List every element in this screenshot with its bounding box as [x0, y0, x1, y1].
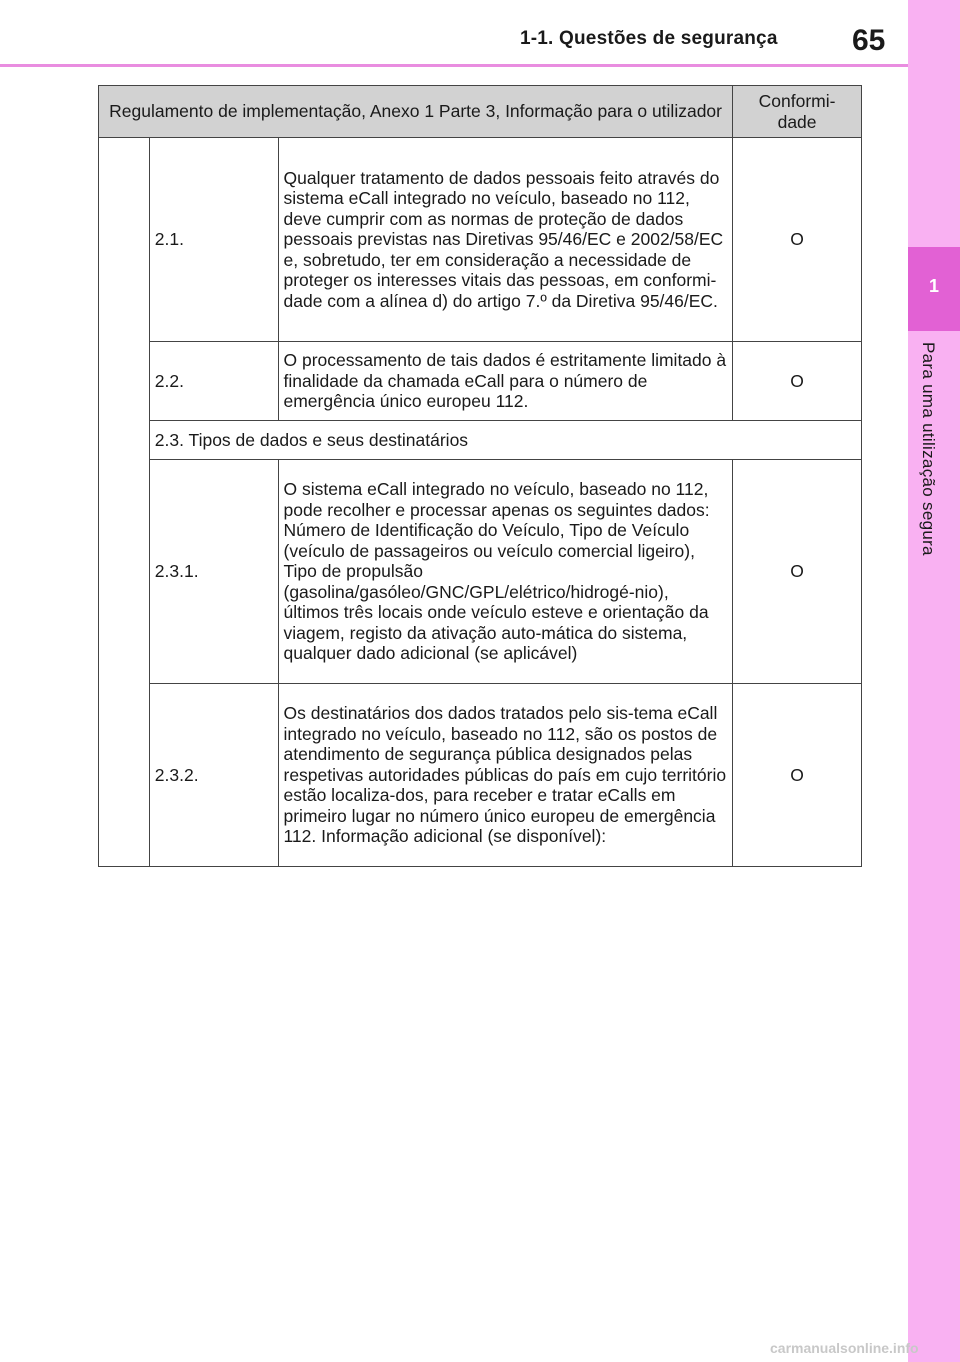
row-conformity: O: [733, 138, 862, 342]
row-number: 2.3.1.: [149, 460, 278, 684]
row-number: 2.2.: [149, 342, 278, 421]
row-text: Qualquer tratamento de dados pessoais feito através do sistema eCall integrado no veículo, baseado no 112, deve cumprir com as normas de proteção de dados pessoais previstas nas Diretivas 95/46/EC e 2002/58/EC e, sobretudo, ter em consideração a necessidade de proteger os interesses vitais das pessoas, em conformi-dade com a alínea d) do artigo 7.º da Diretiva 95/46/EC.: [278, 138, 733, 342]
row-text: Os destinatários dos dados tratados pelo sis-tema eCall integrado no veículo, baseado no 112, são os postos de atendimento de segurança pública designados pelas respetivas autoridades públicas do país em cujo território estão localiza-dos, para receber e tratar eCalls em primeiro lugar no número único europeu de emergência 112. Informação adicional (se disponível):: [278, 684, 733, 867]
table-row: [99, 138, 862, 342]
chapter-number: 1: [928, 276, 939, 296]
header-regulation: Regulamento de implementação, Anexo 1 Parte 3, Informação para o utilizador: [99, 86, 733, 138]
chapter-side-tab: [908, 0, 960, 1362]
table-row: [99, 460, 862, 684]
table-header-row: [99, 86, 862, 138]
table-row: [99, 342, 862, 421]
table-section-row: [99, 421, 862, 460]
row-conformity: O: [733, 460, 862, 684]
row-conformity: O: [733, 342, 862, 421]
watermark-text: carmanualsonline.info: [770, 1340, 919, 1356]
table-row: [99, 684, 862, 867]
header-divider: [0, 64, 908, 67]
row-text: O processamento de tais dados é estritamente limitado à finalidade da chamada eCall para o número de emergência único europeu 112.: [278, 342, 733, 421]
section-heading: 2.3. Tipos de dados e seus destinatários: [149, 421, 861, 460]
regulation-table: [98, 85, 862, 867]
header-conformity: Conformi-dade: [733, 86, 862, 138]
page-number: 65: [852, 24, 886, 57]
section-title: 1-1. Questões de segurança: [520, 28, 778, 49]
row-number: 2.3.2.: [149, 684, 278, 867]
row-conformity: O: [733, 684, 862, 867]
row-text: O sistema eCall integrado no veículo, baseado no 112, pode recolher e processar apenas os seguintes dados: Número de Identificação do Veículo, Tipo de Veículo (veículo de passageiros ou veículo comercial ligeiro), Tipo de propulsão (gasolina/gasóleo/GNC/GPL/elétrico/hidrogé-nio), últimos três locais onde veículo esteve e orientação da viagem, registo da ativação auto-mática do sistema, qualquer dado adicional (se aplicável): [278, 460, 733, 684]
table-indent-cell: [99, 138, 150, 867]
row-number: 2.1.: [149, 138, 278, 342]
chapter-label: Para uma utilização segura: [919, 342, 938, 556]
